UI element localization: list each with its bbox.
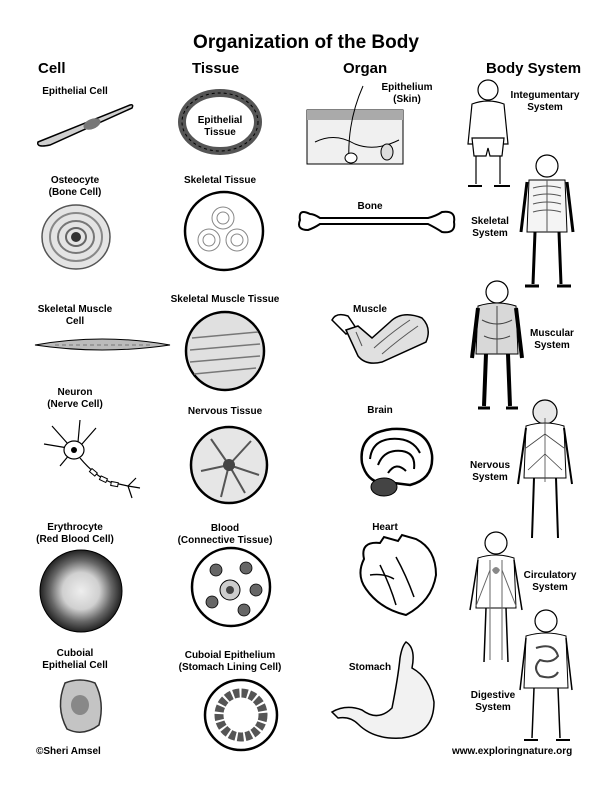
skeletal-muscle-cell-illustration xyxy=(35,335,170,355)
column-header-organ: Organ xyxy=(343,60,388,77)
nervous-tissue-illustration xyxy=(189,425,269,505)
column-header-system: Body System xyxy=(486,60,582,77)
label-bone: Bone xyxy=(357,201,383,212)
label-stomach: Stomach xyxy=(348,662,392,673)
blood-tissue-illustration xyxy=(190,546,272,628)
erythrocyte-illustration xyxy=(38,548,124,634)
label-nervous-tissue: Nervous Tissue xyxy=(187,406,263,417)
label-circulatory-system: Circulatory System xyxy=(523,570,577,593)
neuron-illustration xyxy=(40,416,145,501)
cuboidal-epithelium-illustration xyxy=(203,678,279,752)
skeletal-figure-illustration xyxy=(517,152,577,292)
label-skeletal-muscle-cell: Skeletal Muscle Cell xyxy=(37,304,113,327)
label-muscle: Muscle xyxy=(353,304,387,315)
label-integumentary-system: Integumentary System xyxy=(510,90,580,113)
digestive-figure-illustration xyxy=(518,608,574,746)
brain-illustration xyxy=(354,423,436,499)
label-epithelium-skin: Epithelium (Skin) xyxy=(381,82,433,105)
label-epithelial-tissue: Epithelial Tissue xyxy=(197,115,243,138)
skeletal-tissue-illustration xyxy=(183,190,265,272)
nervous-figure-illustration xyxy=(518,398,573,548)
label-blood: Blood (Connective Tissue) xyxy=(177,523,273,546)
skeletal-muscle-tissue-illustration xyxy=(184,310,266,392)
epithelial-cell-illustration xyxy=(30,100,140,150)
integumentary-figure-illustration xyxy=(462,78,514,192)
column-header-tissue: Tissue xyxy=(192,60,240,77)
label-brain: Brain xyxy=(367,405,393,416)
heart-illustration xyxy=(350,535,442,619)
label-muscular-system: Muscular System xyxy=(530,328,574,351)
label-skeletal-system: Skeletal System xyxy=(471,216,509,239)
label-nervous-system: Nervous System xyxy=(469,460,510,483)
label-digestive-system: Digestive System xyxy=(470,690,516,713)
muscular-figure-illustration xyxy=(470,280,525,414)
website-link[interactable]: www.exploringnature.org xyxy=(452,746,573,757)
osteocyte-illustration xyxy=(40,203,112,271)
label-erythrocyte: Erythrocyte (Red Blood Cell) xyxy=(36,522,114,545)
cuboidal-cell-illustration xyxy=(55,677,105,737)
label-cuboidal-cell: Cuboial Epithelial Cell xyxy=(42,648,108,671)
stomach-illustration xyxy=(330,638,445,742)
muscle-arm-illustration xyxy=(326,308,436,370)
label-heart: Heart xyxy=(372,522,398,533)
label-osteocyte: Osteocyte (Bone Cell) xyxy=(48,175,102,198)
label-cuboidal-epithelium: Cuboial Epithelium (Stomach Lining Cell) xyxy=(178,650,282,673)
page-title: Organization of the Body xyxy=(193,32,419,53)
bone-illustration xyxy=(296,204,458,244)
label-neuron: Neuron (Nerve Cell) xyxy=(47,387,103,410)
label-skeletal-tissue: Skeletal Tissue xyxy=(183,175,257,186)
label-epithelial-cell: Epithelial Cell xyxy=(42,86,108,97)
column-header-cell: Cell xyxy=(38,60,66,77)
circulatory-figure-illustration xyxy=(470,530,522,668)
label-skeletal-muscle-tissue: Skeletal Muscle Tissue xyxy=(170,294,280,305)
copyright-text: ©Sheri Amsel xyxy=(36,746,101,757)
